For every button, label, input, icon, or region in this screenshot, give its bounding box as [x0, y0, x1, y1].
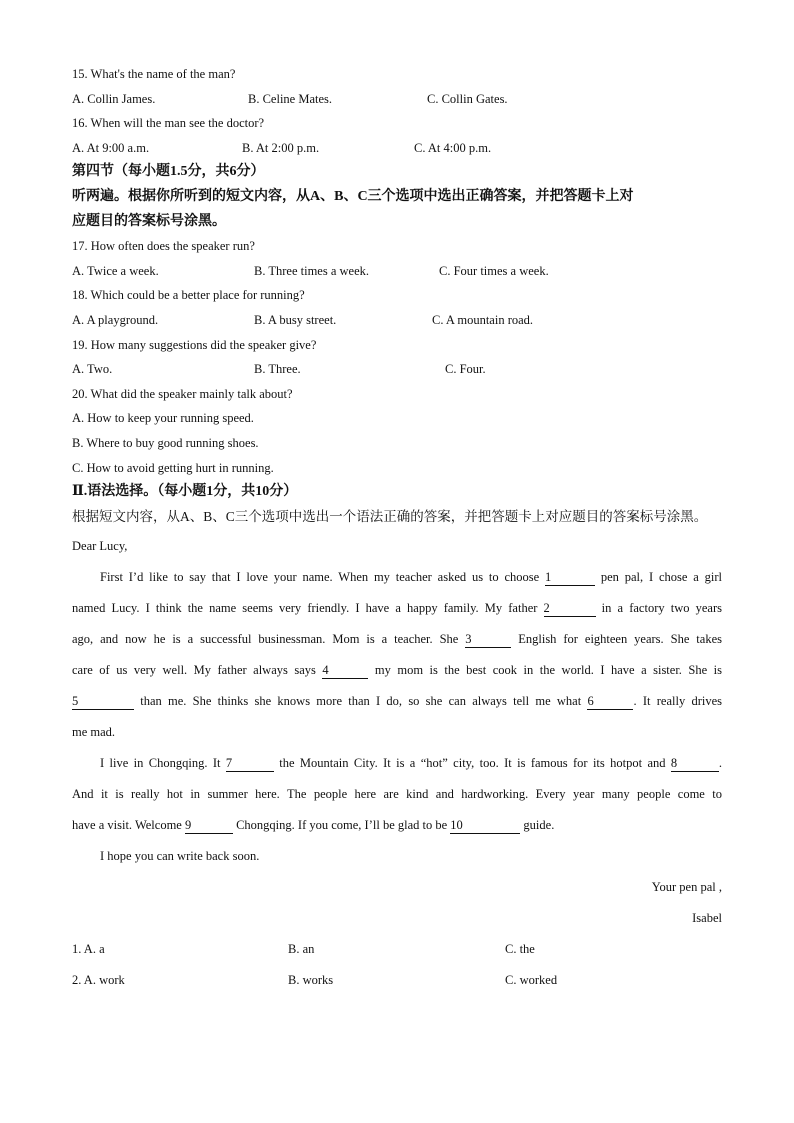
question-text: 19. How many suggestions did the speaker give? [72, 337, 317, 352]
option-c: C. Four. [445, 362, 486, 377]
blank-9: 9 [185, 817, 233, 834]
question-text: 20. What did the speaker mainly talk about? [72, 386, 293, 401]
text-segment: the Mountain City. It is a “hot” city, too. It is famous for its hotpot and [273, 756, 671, 771]
text-segment: pen pal, I chose a girl [595, 570, 722, 585]
text-segment: have a visit. Welcome [72, 818, 185, 833]
answer-options-2 [72, 965, 722, 996]
section-instructions [72, 185, 722, 210]
option-b: B. an [288, 942, 315, 957]
signature-text: Isabel [692, 911, 722, 926]
option-a: 2. A. work [72, 973, 125, 988]
text-segment: English for eighteen years. She takes [511, 632, 722, 647]
text-segment: I live in Chongqing. It [100, 756, 226, 771]
letter [72, 531, 722, 996]
option-a: A. Collin James. [72, 91, 156, 106]
option-b: B. A busy street. [254, 312, 337, 327]
question-text: 18. Which could be a better place for running? [72, 288, 305, 303]
paragraph-1-line-1 [72, 562, 722, 593]
blank-5: 5 [72, 693, 134, 710]
option-c: C. Collin Gates. [427, 91, 508, 106]
text-segment: And it is really hot in summer here. The people here are kind and hardworking. Every year many people come to [72, 787, 722, 802]
text-segment: named Lucy. I think the name seems very friendly. I have a happy family. My father [72, 601, 544, 616]
text-segment: care of us very well. My father always says [72, 663, 323, 678]
question-18 [72, 283, 722, 308]
text-segment: me mad. [72, 725, 116, 740]
answer-options-1 [72, 934, 722, 965]
blank-7: 7 [226, 755, 274, 772]
option-a: A. How to keep your running speed. [72, 411, 254, 426]
text-segment: in a factory two years [595, 601, 722, 616]
option-20-c [72, 456, 722, 481]
greeting-text: Dear Lucy, [72, 539, 128, 554]
question-20 [72, 382, 722, 407]
text-segment: I hope you can write back soon. [100, 849, 260, 864]
option-c: C. How to avoid getting hurt in running. [72, 460, 274, 475]
option-b: B. Where to buy good running shoes. [72, 435, 259, 450]
paragraph-1-line-2 [72, 593, 722, 624]
paragraph-2-line-2 [72, 779, 722, 810]
grammar-title [72, 480, 722, 505]
paragraph-1-line-4 [72, 655, 722, 686]
paragraph-1-line-5 [72, 686, 722, 717]
option-c: C. the [505, 942, 535, 957]
closing-text: Your pen pal , [651, 880, 722, 895]
text-segment: guide. [520, 818, 555, 833]
text-segment: Chongqing. If you come, I’ll be glad to be [232, 818, 451, 833]
paragraph-1-line-6 [72, 717, 722, 748]
option-a: A. A playground. [72, 312, 159, 327]
grammar-instructions [72, 505, 722, 530]
grammar-instr-text: 根据短文内容，从A、B、C三个选项中选出一个语法正确的答案，并把答题卡上对应题目的答案标号涂黑。 [72, 508, 708, 524]
question-16 [72, 111, 722, 136]
question-15 [72, 62, 722, 87]
question-text: 15. What's the name of the man? [72, 67, 236, 81]
options-18 [72, 308, 722, 333]
instr-line-2: 应题目的答案标号涂黑。 [72, 213, 226, 229]
option-c: C. worked [505, 973, 558, 988]
options-17 [72, 259, 722, 284]
option-b: B. At 2:00 p.m. [242, 140, 320, 155]
question-17 [72, 234, 722, 259]
option-c: C. Four times a week. [439, 263, 549, 278]
question-19 [72, 333, 722, 358]
text-segment: ago, and now he is a successful businessman. Mom is a teacher. She [72, 632, 466, 647]
option-20-a [72, 406, 722, 431]
paragraph-1-line-3 [72, 624, 722, 655]
section-title-text: 第四节（每小题1.5分，共6分） [72, 164, 265, 180]
option-c: C. A mountain road. [432, 312, 534, 327]
option-b: B. Three. [254, 362, 301, 377]
options-16 [72, 136, 722, 161]
paragraph-2-line-1 [72, 748, 722, 779]
letter-closing [72, 872, 722, 903]
section-instructions-2 [72, 210, 722, 235]
text-segment: . [718, 756, 723, 771]
option-a: A. Twice a week. [72, 263, 159, 278]
paragraph-2-line-3 [72, 810, 722, 841]
exam-page [72, 62, 722, 996]
grammar-title-text: Ⅱ.语法选择。（每小题1分，共10分） [72, 484, 298, 500]
paragraph-3 [72, 841, 722, 872]
option-b: B. Three times a week. [254, 263, 370, 278]
blank-3: 3 [465, 631, 511, 648]
text-segment: my mom is the best cook in the world. I have a sister. She is [368, 663, 723, 678]
option-a: A. At 9:00 a.m. [72, 140, 150, 155]
option-a: A. Two. [72, 362, 113, 377]
question-text: 17. How often does the speaker run? [72, 239, 255, 254]
text-segment: First I’d like to say that I love your name. When my teacher asked us to choose [100, 570, 546, 585]
blank-2: 2 [544, 600, 596, 617]
option-20-b [72, 431, 722, 456]
question-text: 16. When will the man see the doctor? [72, 116, 265, 131]
letter-greeting [72, 531, 722, 562]
option-b: B. Celine Mates. [248, 91, 333, 106]
blank-8: 8 [671, 755, 719, 772]
options-19 [72, 357, 722, 382]
blank-1: 1 [545, 569, 595, 586]
option-c: C. At 4:00 p.m. [414, 140, 492, 155]
option-a: 1. A. a [72, 942, 105, 957]
blank-6: 6 [587, 693, 633, 710]
text-segment: . It really drives [633, 694, 722, 709]
section-title [72, 160, 722, 185]
blank-4: 4 [322, 662, 368, 679]
options-15 [72, 87, 722, 112]
option-b: B. works [288, 973, 334, 988]
blank-10: 10 [450, 817, 520, 834]
text-segment: than me. She thinks she knows more than I do, so she can always tell me what [134, 694, 588, 709]
instr-line-1: 听两遍。根据你所听到的短文内容，从A、B、C三个选项中选出正确答案，并把答题卡上对 [72, 188, 634, 204]
letter-signature [72, 903, 722, 934]
